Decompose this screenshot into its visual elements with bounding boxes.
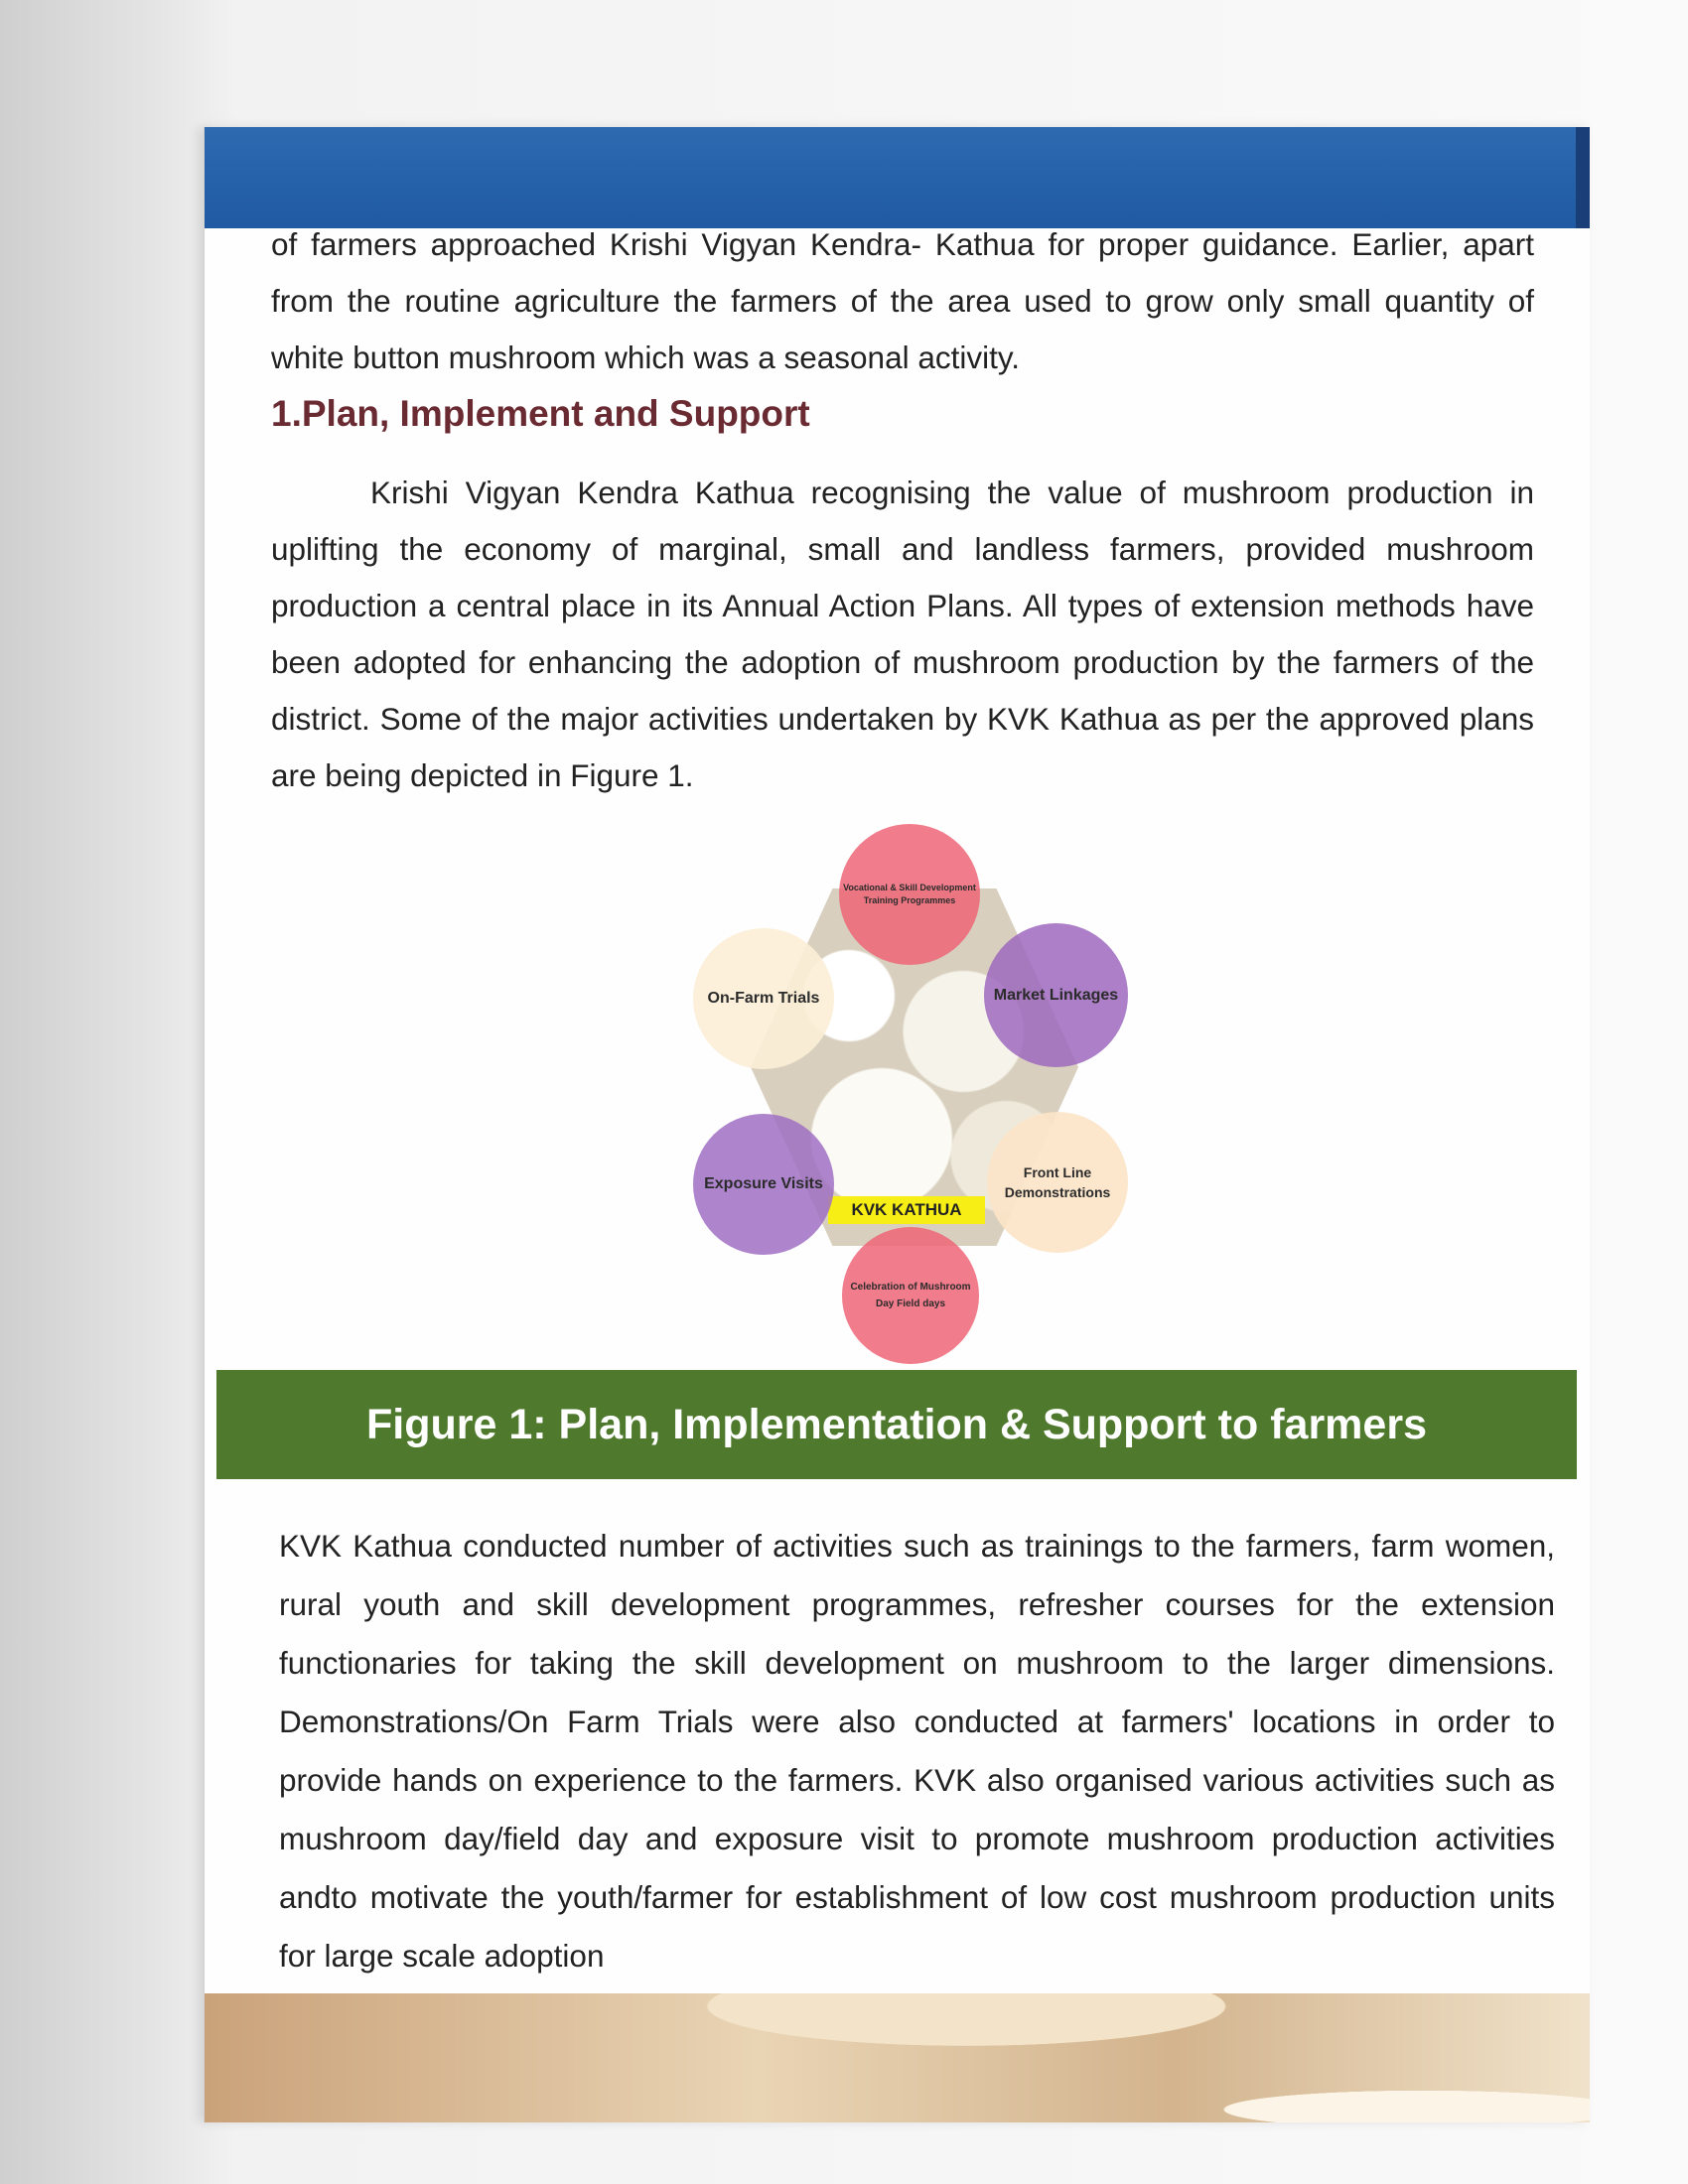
- node-vocational-training: Vocational & Skill Development Training Programmes: [839, 824, 980, 965]
- activity-diagram: [661, 824, 1178, 1370]
- section-paragraph: Krishi Vigyan Kendra Kathua recognising the value of mushroom production in uplifting the economy of marginal, small and landless farmers, provided mushroom production a central place in its Annual Action Plans. All types of extension methods have been adopted for enhancing the adoption of mushroom production by the farmers of the district. Some of the major activities undertaken by KVK Kathua as per the approved plans are being depicted in Figure 1.: [271, 475, 1534, 793]
- figure-caption: Figure 1: Plan, Implementation & Support to farmers: [366, 1400, 1427, 1448]
- center-label: KVK KATHUA: [828, 1196, 985, 1224]
- intro-paragraph: of farmers approached Krishi Vigyan Kendra- Kathua for proper guidance. Earlier, apart from the routine agriculture the farmers of the area used to grow only small quantity of white button mushroom which was a seasonal activity.: [271, 226, 1534, 375]
- header-band-edge: [1576, 127, 1590, 228]
- node-exposure-visits: Exposure Visits: [693, 1114, 834, 1255]
- node-on-farm-trials: On-Farm Trials: [693, 928, 834, 1069]
- mushroom-footer-image: [205, 1993, 1590, 2122]
- header-band: [205, 127, 1590, 228]
- closing-paragraph: KVK Kathua conducted number of activities such as trainings to the farmers, farm women, rural youth and skill development programmes, refresher courses for the extension functionaries for taking the skill development on mushroom to the larger dimensions. Demonstrations/On Farm Trials were also conducted at farmers' locations in order to provide hands on experience to the farmers. KVK also organised various activities such as mushroom day/field day and exposure visit to promote mushroom production activities andto motivate the youth/farmer for establishment of low cost mushroom production units for large scale adoption: [279, 1528, 1555, 1974]
- document-page: [204, 127, 1590, 2122]
- node-market-linkages: Market Linkages: [984, 923, 1128, 1067]
- figure-caption-bar: [216, 1370, 1577, 1479]
- node-front-line-demonstrations: Front Line Demonstrations: [987, 1112, 1128, 1253]
- section-heading: 1.Plan, Implement and Support: [271, 393, 810, 434]
- node-mushroom-day: Celebration of Mushroom Day Field days: [842, 1227, 979, 1364]
